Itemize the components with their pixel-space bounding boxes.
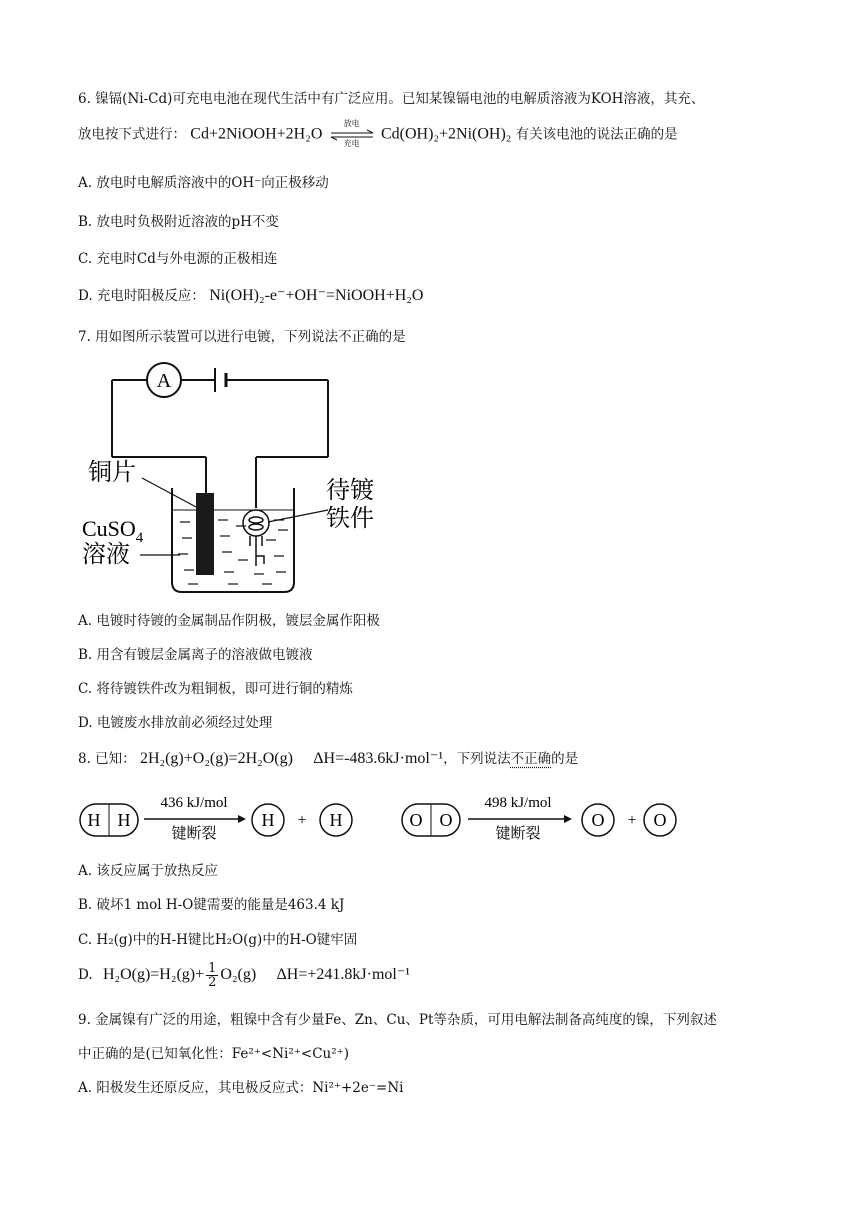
h-atom-label-2: H (329, 810, 343, 830)
hh-bond-energy-label: 436 kJ/mol (160, 795, 228, 811)
fraction-one-half: $\frac{1}{2}$ (208, 961, 217, 990)
q8-stem-prefix: 8. 已知： (78, 751, 136, 767)
o2-atom-1: O (409, 810, 423, 830)
q8-option-d-enthalpy: ΔH=+241.8kJ·mol⁻¹ (276, 966, 411, 983)
arrow-label-charge: 充电 (343, 139, 360, 148)
q6-option-a: A. 放电时电解质溶液中的OH⁻向正极移动 (78, 175, 329, 191)
q6-option-b: B. 放电时负极附近溶液的pH不变 (78, 214, 279, 230)
q8-option-b: B. 破坏1 mol H-O键需要的能量是463.4 kJ (78, 897, 345, 913)
bond-breaking-diagram (78, 792, 698, 848)
q9-stem-line1: 9. 金属镍有广泛的用途，粗镍中含有少量Fe、Zn、Cu、Pt等杂质，可用电解法制备高纯度的镍，下列叙述 (78, 1012, 717, 1028)
arrow-right-icon (564, 815, 572, 823)
q6-stem-line1: 6. 镍镉(Ni-Cd)可充电电池在现代生活中有广泛应用。已知某镍镉电池的电解质溶液为KOH溶液，其充、 (78, 91, 705, 107)
q8-option-d-equation-left: H₂O(g)=H₂(g)+ (102, 966, 205, 983)
q8-stem-equation: 2H₂(g)+O₂(g)=2H₂O(g) (139, 750, 293, 767)
h-atom-label-1: H (261, 810, 275, 830)
q8-stem-enthalpy: ΔH=-483.6kJ·mol⁻¹ (313, 750, 444, 767)
q6-option-d-prefix: D. 充电时阳极反应： (78, 288, 205, 304)
arrow-right-icon (238, 815, 246, 823)
solution-dashes (178, 520, 288, 584)
q9-option-a: A. 阳极发生还原反应，其电极反应式：Ni²⁺+2e⁻=Ni (78, 1080, 404, 1096)
reversible-arrow-icon (329, 119, 375, 148)
copper-plate-label: 铜片 (88, 460, 136, 486)
o-atom-label-1: O (591, 810, 605, 830)
hh-break-label: 键断裂 (171, 826, 217, 842)
ammeter-label: A (156, 370, 172, 392)
solution-label-formula: CuSO$_4$ (82, 516, 144, 546)
q7-stem: 7. 用如图所示装置可以进行电镀，下列说法不正确的是 (78, 329, 406, 345)
q8-stem (78, 750, 578, 768)
q6-stem-line2 (78, 119, 678, 148)
q6-equation-right: Cd(OH)₂+2Ni(OH)₂ (380, 125, 512, 143)
q8-option-d-equation-right: O₂(g) (220, 966, 257, 983)
q8-option-c: C. H₂(g)中的H-H键比H₂O(g)中的H-O键牢固 (78, 932, 358, 948)
oo-break-label: 键断裂 (495, 826, 541, 842)
q7-option-a: A. 电镀时待镀的金属制品作阴极，镀层金属作阳极 (78, 613, 380, 629)
q8-stem-emphasis: 不正确 (510, 751, 552, 767)
o-atom-label-2: O (653, 810, 667, 830)
q8-stem-suffix-1: ，下列说法 (443, 751, 511, 767)
h2-atom-2: H (117, 810, 131, 830)
plus-sign-2: + (627, 812, 637, 829)
q6-option-d-equation: Ni(OH)₂-e⁻+OH⁻=NiOOH+H₂O (209, 287, 424, 304)
plus-sign-1: + (297, 812, 307, 829)
arrow-label-discharge: 放电 (343, 119, 360, 128)
q6-option-c: C. 充电时Cd与外电源的正极相连 (78, 251, 278, 267)
q7-option-c: C. 将待镀铁件改为粗铜板，即可进行铜的精炼 (78, 681, 353, 697)
q8-option-d (78, 962, 410, 989)
q6-stem-prefix: 放电按下式进行： (78, 126, 186, 143)
iron-item-icon (243, 510, 269, 566)
q8-option-d-prefix: D. (78, 967, 93, 983)
copper-plate (196, 493, 214, 575)
iron-item-label-1: 待镀 (326, 478, 374, 504)
q7-option-b: B. 用含有镀层金属离子的溶液做电镀液 (78, 647, 313, 663)
q6-option-d (78, 287, 423, 305)
oo-bond-energy-label: 498 kJ/mol (484, 795, 552, 811)
electroplating-diagram (78, 360, 398, 600)
iron-item-label-2: 铁件 (326, 506, 374, 532)
o2-atom-2: O (439, 810, 453, 830)
q6-equation-left: Cd+2NiOOH+2H₂O (190, 125, 323, 143)
q8-option-a: A. 该反应属于放热反应 (78, 863, 218, 879)
q6-stem-suffix: 有关该电池的说法正确的是 (515, 126, 678, 143)
q7-option-d: D. 电镀废水排放前必须经过处理 (78, 715, 273, 731)
q9-stem-line2: 中正确的是(已知氧化性：Fe²⁺<Ni²⁺<Cu²⁺) (78, 1046, 350, 1062)
q8-stem-suffix-2: 的是 (551, 751, 579, 767)
h2-atom-1: H (87, 810, 101, 830)
solution-label-text: 溶液 (82, 542, 130, 568)
